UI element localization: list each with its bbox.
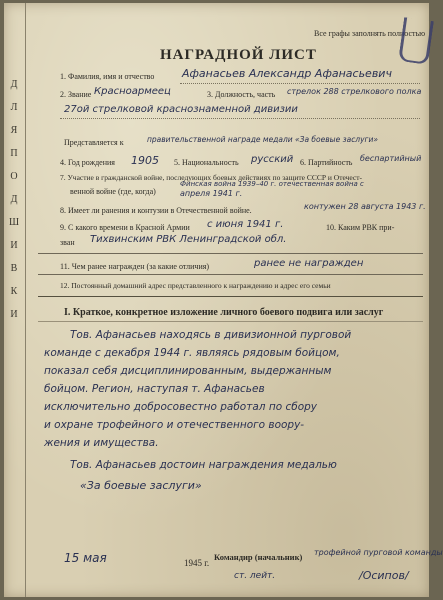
field-10-value: Тихвинским РВК Ленинградской обл. bbox=[90, 234, 287, 245]
field-7-label-b: венной войне (где, когда) bbox=[70, 187, 156, 196]
field-7-label-a: 7. Участие в гражданской войне, последующих боевых действиях по защите СССР и Отечест- bbox=[60, 173, 363, 182]
field-2-value: Красноармеец bbox=[94, 86, 171, 97]
divider-mid bbox=[38, 274, 423, 275]
commander-label: Командир (начальник) bbox=[214, 552, 303, 562]
field-6-label: 6. Партийность bbox=[300, 158, 353, 167]
field-9-value: с июня 1941 г. bbox=[207, 219, 284, 230]
signature-name: /Осипов/ bbox=[359, 569, 409, 582]
field-12-label: 12. Постоянный домашний адрес представленного к награждению и адрес его семьи bbox=[60, 281, 331, 290]
field-11-label: 11. Чем ранее награжден (за какие отличия) bbox=[60, 262, 210, 271]
field-3-value: стрелок 288 стрелкового полка bbox=[287, 87, 422, 96]
section-line: исключительно добросовестно работал по сбору bbox=[44, 401, 318, 413]
field-7-value-a: Финская война 1939–40 г. отечественная война с bbox=[180, 180, 364, 188]
field-1-value: Афанасьев Александр Афанасьевич bbox=[182, 67, 392, 80]
field-3-value-continued: 27ой стрелковой краснознаменной дивизии bbox=[64, 104, 298, 115]
footer-year: 1945 г. bbox=[184, 558, 210, 568]
footer-date: 15 мая bbox=[64, 551, 107, 565]
field-4-value: 1905 bbox=[131, 154, 159, 167]
section-line: показал себя дисциплинированным, выдержанным bbox=[44, 365, 332, 377]
field-7-value-b: апреля 1941 г. bbox=[180, 189, 243, 198]
field-9-label: 9. С какого времени в Красной Армии bbox=[60, 223, 190, 232]
field-8-value: контужен 28 августа 1943 г. bbox=[304, 202, 426, 211]
field-1-label: 1. Фамилия, имя и отчество bbox=[60, 72, 155, 81]
award-sheet bbox=[4, 3, 443, 597]
section-heading: I. Краткое, конкретное изложение личного боевого подвига или заслуг bbox=[64, 307, 384, 318]
field-6-value: беспартийный bbox=[360, 154, 422, 163]
field-10-label-b: зван bbox=[60, 238, 75, 247]
field-5-value: русский bbox=[251, 154, 294, 165]
field-5-label: 5. Национальность bbox=[174, 158, 239, 167]
section-line: команде с декабря 1944 г. являясь рядовым бойцом, bbox=[44, 347, 340, 359]
field-3-label: 3. Должность, часть bbox=[207, 90, 276, 99]
section-line: «За боевые заслуги» bbox=[80, 479, 202, 492]
section-line: Тов. Афанасьев достоин награждения медалью bbox=[70, 459, 337, 471]
field-1-line bbox=[180, 83, 420, 84]
section-heading-rule bbox=[38, 321, 423, 322]
section-line: жения и имущества. bbox=[44, 437, 159, 449]
field-2-label: 2. Звание bbox=[60, 90, 92, 99]
signature-rank: ст. лейт. bbox=[234, 571, 276, 581]
section-line: бойцом. Регион, наступая т. Афанасьев bbox=[44, 383, 265, 395]
field-4-label: 4. Год рождения bbox=[60, 158, 115, 167]
binding-margin-line bbox=[25, 3, 26, 597]
presented-label: Представляется к bbox=[64, 138, 124, 147]
commander-value: трофейной пурговой команды bbox=[314, 548, 443, 557]
field-10-label: 10. Каким РВК при- bbox=[326, 223, 395, 232]
field-11-value: ранее не награжден bbox=[254, 258, 364, 269]
header-note: Все графы заполнять полностью bbox=[314, 29, 426, 38]
field-8-label: 8. Имеет ли ранения и контузии в Отечественной войне. bbox=[60, 206, 252, 215]
divider-upper bbox=[38, 253, 423, 254]
page-title: НАГРАДНОЙ ЛИСТ bbox=[160, 47, 317, 63]
field-3-line bbox=[60, 118, 420, 119]
divider-section bbox=[38, 296, 423, 297]
presented-value: правительственной награде медали «За боевые заслуги» bbox=[147, 135, 378, 144]
handwritten-mark bbox=[398, 17, 434, 65]
section-line: и охране трофейного и отечественного воору- bbox=[44, 419, 305, 431]
section-line: Тов. Афанасьев находясь в дивизионной пурговой bbox=[70, 329, 352, 341]
binding-margin-label: Д Л Я П О Д Ш И В К И bbox=[8, 79, 22, 320]
